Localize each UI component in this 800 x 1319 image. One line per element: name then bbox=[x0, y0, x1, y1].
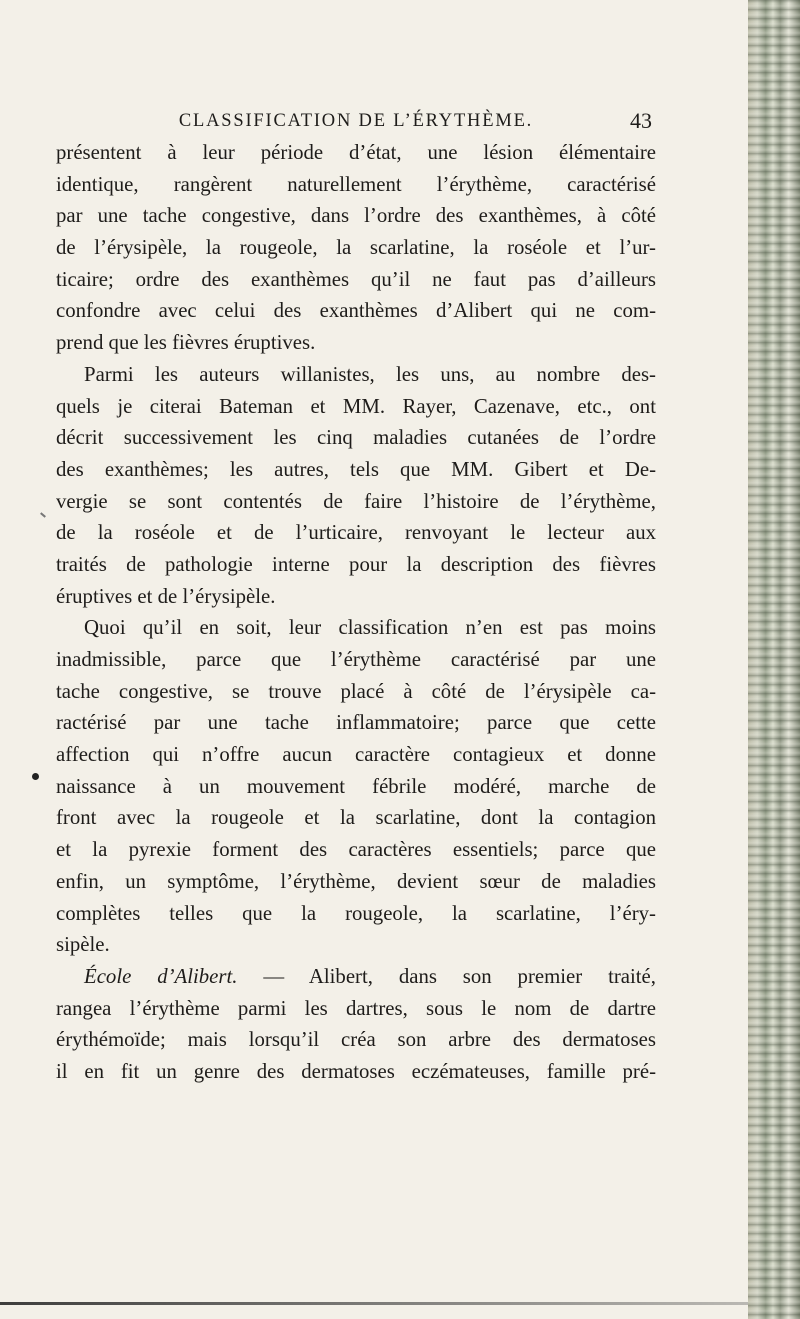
text-line: confondre avec celui des exanthèmes d’Alibert qui ne com- bbox=[56, 299, 656, 323]
text-line: de l’érysipèle, la rougeole, la scarlatine, la roséole et l’ur- bbox=[56, 236, 656, 260]
text-line: affection qui n’offre aucun caractère contagieux et donne bbox=[56, 743, 656, 767]
text-line: décrit successivement les cinq maladies cutanées de l’ordre bbox=[56, 426, 656, 450]
text-line: de la roséole et de l’urticaire, renvoyant le lecteur aux bbox=[56, 521, 656, 545]
body-text bbox=[56, 137, 656, 1088]
text-line: rangea l’érythème parmi les dartres, sous le nom de dartre bbox=[56, 996, 656, 1020]
book-binding-edge bbox=[748, 0, 800, 1319]
text-line: complètes telles que la rougeole, la scarlatine, l’éry- bbox=[56, 901, 656, 925]
text-line: vergie se sont contentés de faire l’histoire de l’érythème, bbox=[56, 489, 656, 513]
running-title: CLASSIFICATION DE L’ÉRYTHÈME. bbox=[178, 111, 534, 131]
text-line: éruptives et de l’érysipèle. bbox=[56, 584, 276, 608]
text-line: sipèle. bbox=[56, 933, 110, 957]
running-header bbox=[56, 106, 656, 136]
margin-dot-mark bbox=[32, 773, 39, 780]
text-line: Parmi les auteurs willanistes, les uns, au nombre des- bbox=[84, 362, 656, 386]
text-line: des exanthèmes; les autres, tels que MM. Gibert et De- bbox=[56, 457, 656, 481]
text-line: inadmissible, parce que l’érythème caractérisé par une bbox=[56, 648, 656, 671]
text-line: par une tache congestive, dans l’ordre des exanthèmes, à côté bbox=[56, 204, 656, 228]
text-line: tache congestive, se trouve placé à côté de l’érysipèle ca- bbox=[56, 679, 656, 703]
text-line: et la pyrexie forment des caractères essentiels; parce que bbox=[56, 838, 656, 862]
section-heading-italic: École d’Alibert. bbox=[84, 964, 238, 988]
text-line: École d’Alibert. — Alibert, dans son premier traité, bbox=[84, 964, 656, 988]
text-line: identique, rangèrent naturellement l’érythème, caractérisé bbox=[56, 172, 656, 196]
margin-tick-mark bbox=[40, 512, 46, 517]
text-line: enfin, un symptôme, l’érythème, devient sœur de maladies bbox=[56, 869, 656, 893]
text-line: présentent à leur période d’état, une lésion élémentaire bbox=[56, 141, 656, 164]
text-line: front avec la rougeole et la scarlatine, dont la contagion bbox=[56, 806, 656, 830]
text-line: il en fit un genre des dermatoses eczémateuses, famille pré- bbox=[56, 1059, 656, 1083]
text-line: érythémoïde; mais lorsqu’il créa son arbre des dermatoses bbox=[56, 1028, 656, 1052]
text-line: ractérisé par une tache inflammatoire; parce que cette bbox=[56, 711, 656, 735]
text-line: Quoi qu’il en soit, leur classification n’en est pas moins bbox=[84, 616, 656, 640]
text-line: naissance à un mouvement fébrile modéré, marche de bbox=[56, 774, 656, 798]
text-line: traités de pathologie interne pour la description des fièvres bbox=[56, 552, 656, 576]
page-number: 43 bbox=[630, 108, 652, 133]
text-line: prend que les fièvres éruptives. bbox=[56, 331, 316, 355]
page-bottom-edge bbox=[0, 1302, 748, 1305]
text-line: ticaire; ordre des exanthèmes qu’il ne faut pas d’ailleurs bbox=[56, 267, 656, 291]
text-line: quels je citerai Bateman et MM. Rayer, Cazenave, etc., ont bbox=[56, 394, 656, 418]
